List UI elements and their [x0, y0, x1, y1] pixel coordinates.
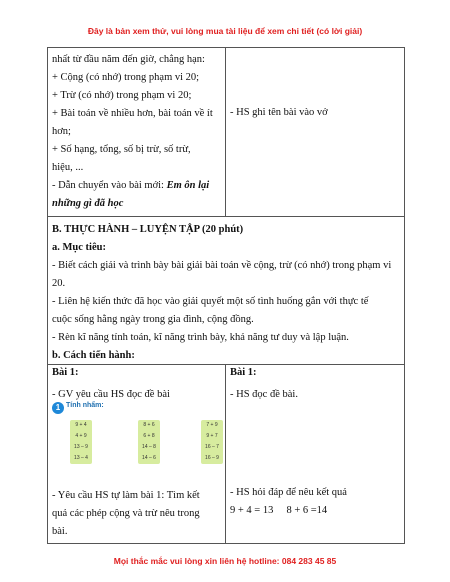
lesson-title-part2: những gì đã học [52, 198, 124, 209]
bai1-left-step2: - Yêu cầu HS tự làm bài 1: Tìm kết [52, 490, 200, 501]
hotline-banner: Mọi thắc mắc vui lòng xin liên hệ hotline: 084 283 45 85 [113, 556, 337, 566]
bai1-left-bottom [52, 487, 222, 541]
intro-line: + Bài toán về nhiều hơn, bài toán về ít [52, 108, 213, 119]
goal-line: 20. [52, 278, 66, 289]
exercise-item: 7 + 9 [206, 422, 218, 428]
column-divider [225, 364, 226, 543]
row-divider [47, 216, 404, 217]
section-b-cell [52, 221, 400, 365]
goal-heading: a. Mục tiêu: [52, 242, 106, 253]
method-heading: b. Cách tiến hành: [52, 350, 135, 361]
goal-line: - Liên hệ kiến thức đã học vào giải quyết một số tình huống gắn với thực tế [52, 296, 369, 307]
section-b-title: B. THỰC HÀNH – LUYỆN TẬP (20 phút) [52, 224, 244, 235]
intro-line: + Số hạng, tổng, số bị trừ, số trừ, [52, 144, 191, 155]
exercise-item: 9 + 4 [75, 422, 87, 428]
goal-line: - Rèn kĩ năng tính toán, kĩ năng trình bày, khả năng tư duy và lập luận. [52, 332, 349, 343]
exercise-item: 6 + 8 [143, 433, 155, 439]
bai1-right-title: Bài 1: [230, 367, 257, 378]
exercise-item: 16 – 7 [205, 444, 219, 450]
intro-line: hơn; [52, 126, 71, 137]
column-divider [225, 47, 226, 216]
lesson-title-part1: Em ôn lại [166, 180, 210, 191]
intro-right-cell [230, 104, 400, 122]
bai1-right-step1: - HS đọc đề bài. [230, 389, 298, 400]
bai1-left-step1: - GV yêu cầu HS đọc đề bài [52, 389, 170, 400]
exercise-item: 13 – 9 [74, 444, 88, 450]
exercise-column [138, 420, 160, 464]
intro-left-cell [52, 51, 222, 213]
exercise-item: 9 + 7 [206, 433, 218, 439]
preview-banner: Đây là bản xem thử, vui lòng mua tài liệu để xem chi tiết (có lời giải) [87, 26, 363, 36]
exercise-number-badge: 1 [52, 402, 64, 414]
bai1-right-top [230, 364, 400, 404]
exercise-item: 13 – 4 [74, 455, 88, 461]
intro-line: hiệu, ... [52, 162, 84, 173]
lead-text: - Dẫn chuyển vào bài mới: [52, 180, 167, 191]
bai1-left-step2: quả các phép cộng và trừ nêu trong [52, 508, 200, 519]
intro-line-lead [52, 177, 222, 195]
goal-line: - Biết cách giải và trình bày bài giải bài toán về cộng, trừ (có nhớ) trong phạm vi [52, 260, 392, 271]
bai1-right-answers: 9 + 4 = 13 8 + 6 =14 [230, 505, 328, 516]
bai1-right-step2: - HS hỏi đáp để nêu kết quả [230, 487, 347, 498]
intro-line: + Trừ (có nhớ) trong phạm vi 20; [52, 90, 192, 101]
exercise-item: 4 + 9 [75, 433, 87, 439]
bai1-left-title: Bài 1: [52, 367, 79, 378]
intro-right-text: - HS ghi tên bài vào vở [230, 107, 328, 118]
bai1-left-top [52, 364, 222, 404]
exercise-title: Tính nhẩm: [66, 402, 104, 409]
exercise-item: 16 – 9 [205, 455, 219, 461]
exercise-item: 8 + 6 [143, 422, 155, 428]
exercise-item: 14 – 8 [142, 444, 156, 450]
intro-line: nhất từ đầu năm đến giờ, chẳng hạn: [52, 54, 205, 65]
goal-line: cuộc sống hằng ngày trong gia đình, cộng đồng. [52, 314, 254, 325]
bai1-right-bottom [230, 484, 400, 520]
exercise-column [201, 420, 223, 464]
exercise-item: 14 – 6 [142, 455, 156, 461]
exercise-column [70, 420, 92, 464]
bai1-left-step2: bài. [52, 526, 68, 537]
intro-line: + Cộng (có nhớ) trong phạm vi 20; [52, 72, 200, 83]
exercise-image [52, 399, 220, 461]
